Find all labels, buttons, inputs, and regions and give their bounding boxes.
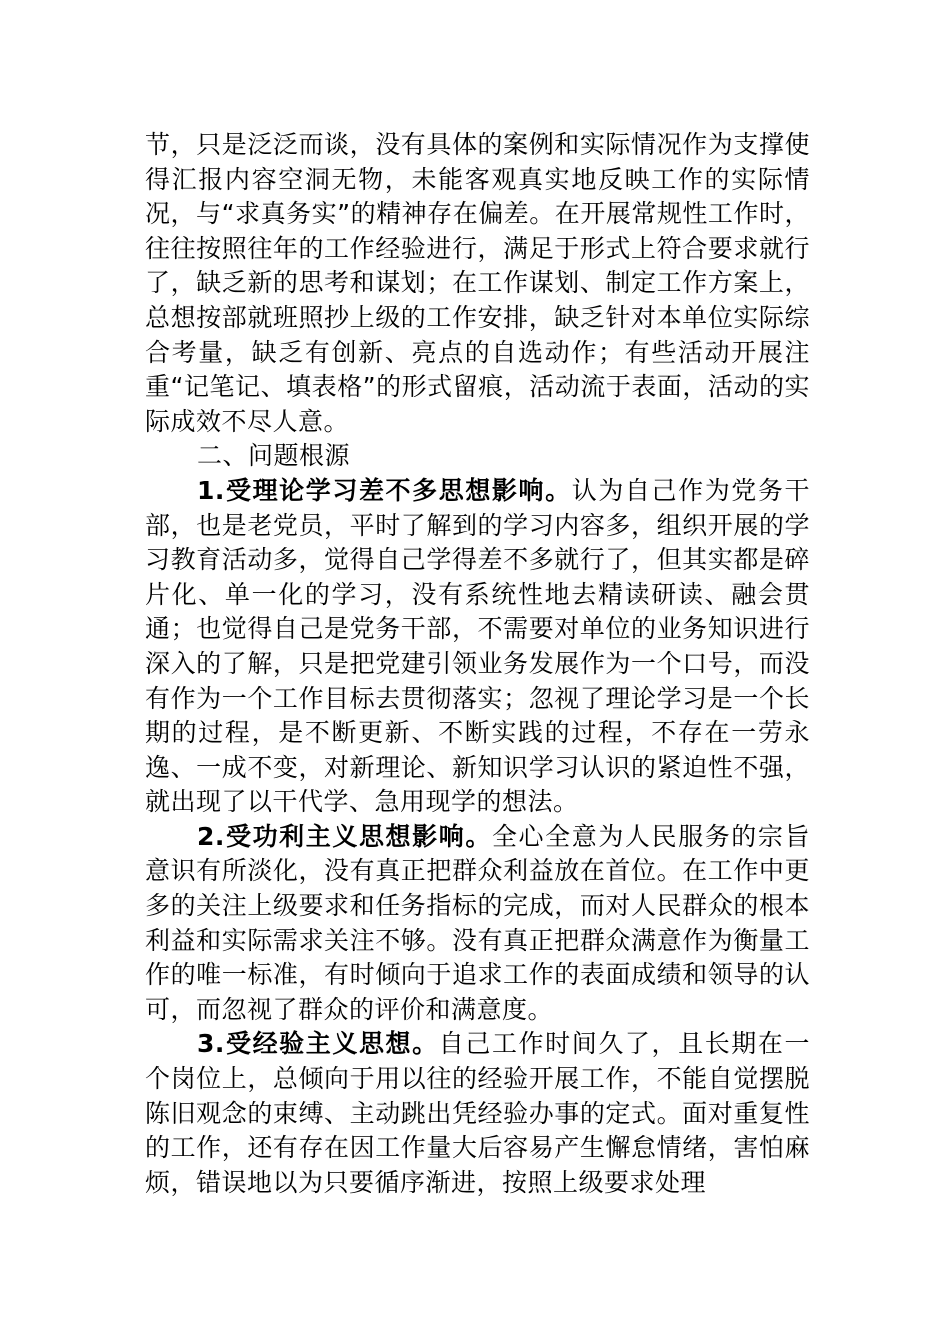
paragraph-continuation bbox=[145, 128, 810, 439]
paragraph-text: 自己工作时间久了，且长期在一个岗位上，总倾向于用以往的经验开展工作，不能自觉摆脱陈旧观念的束缚、主动跳出凭经验办事的定式。面对重复性的工作，还有存在因工作量大后容易产生懈怠情绪，害怕麻烦，错误地以为只要循序渐进，按照上级要求处理 bbox=[145, 1029, 810, 1197]
paragraph-root-cause-1 bbox=[145, 474, 810, 820]
paragraph-root-cause-2 bbox=[145, 820, 810, 1028]
paragraph-text: 全心全意为人民服务的宗旨意识有所淡化，没有真正把群众利益放在首位。在工作中更多的关注上级要求和任务指标的完成，而对人民群众的根本利益和实际需求关注不够。没有真正把群众满意作为衡量工作的唯一标准，有时倾向于追求工作的表面成绩和领导的认可，而忽视了群众的评价和满意度。 bbox=[145, 821, 810, 1024]
section-heading bbox=[145, 439, 810, 474]
section-heading-text: 二、问题根源 bbox=[197, 441, 351, 471]
paragraph-text: 节，只是泛泛而谈，没有具体的案例和实际情况作为支撑使得汇报内容空洞无物，未能客观真实地反映工作的实际情况，与“求真务实”的精神存在偏差。在开展常规性工作时，往往按照往年的工作经验进行，满足于形式上符合要求就行了，缺乏新的思考和谋划；在工作谋划、制定工作方案上，总想按部就班照抄上级的工作安排，缺乏针对本单位实际综合考量，缺乏有创新、亮点的自选动作；有些活动开展注重“记笔记、填表格”的形式留痕，活动流于表面，活动的实际成效不尽人意。 bbox=[145, 130, 810, 436]
paragraph-text: 认为自己作为党务干部，也是老党员，平时了解到的学习内容多，组织开展的学习教育活动多，觉得自己学得差不多就行了，但其实都是碎片化、单一化的学习，没有系统性地去精读研读、融会贯通；也觉得自己是党务干部，不需要对单位的业务知识进行深入的了解，只是把党建引领业务发展作为一个口号，而没有作为一个工作目标去贯彻落实；忽视了理论学习是一个长期的过程，是不断更新、不断实践的过程，不存在一劳永逸、一成不变，对新理论、新知识学习认识的紧迫性不强，就出现了以干代学、急用现学的想法。 bbox=[145, 475, 810, 817]
paragraph-root-cause-3 bbox=[145, 1027, 810, 1200]
paragraph-lead: 3.受经验主义思想。 bbox=[197, 1029, 439, 1059]
paragraph-lead: 2.受功利主义思想影响。 bbox=[197, 821, 492, 851]
document-body bbox=[145, 128, 810, 1200]
paragraph-lead: 1.受理论学习差不多思想影响。 bbox=[197, 475, 572, 505]
